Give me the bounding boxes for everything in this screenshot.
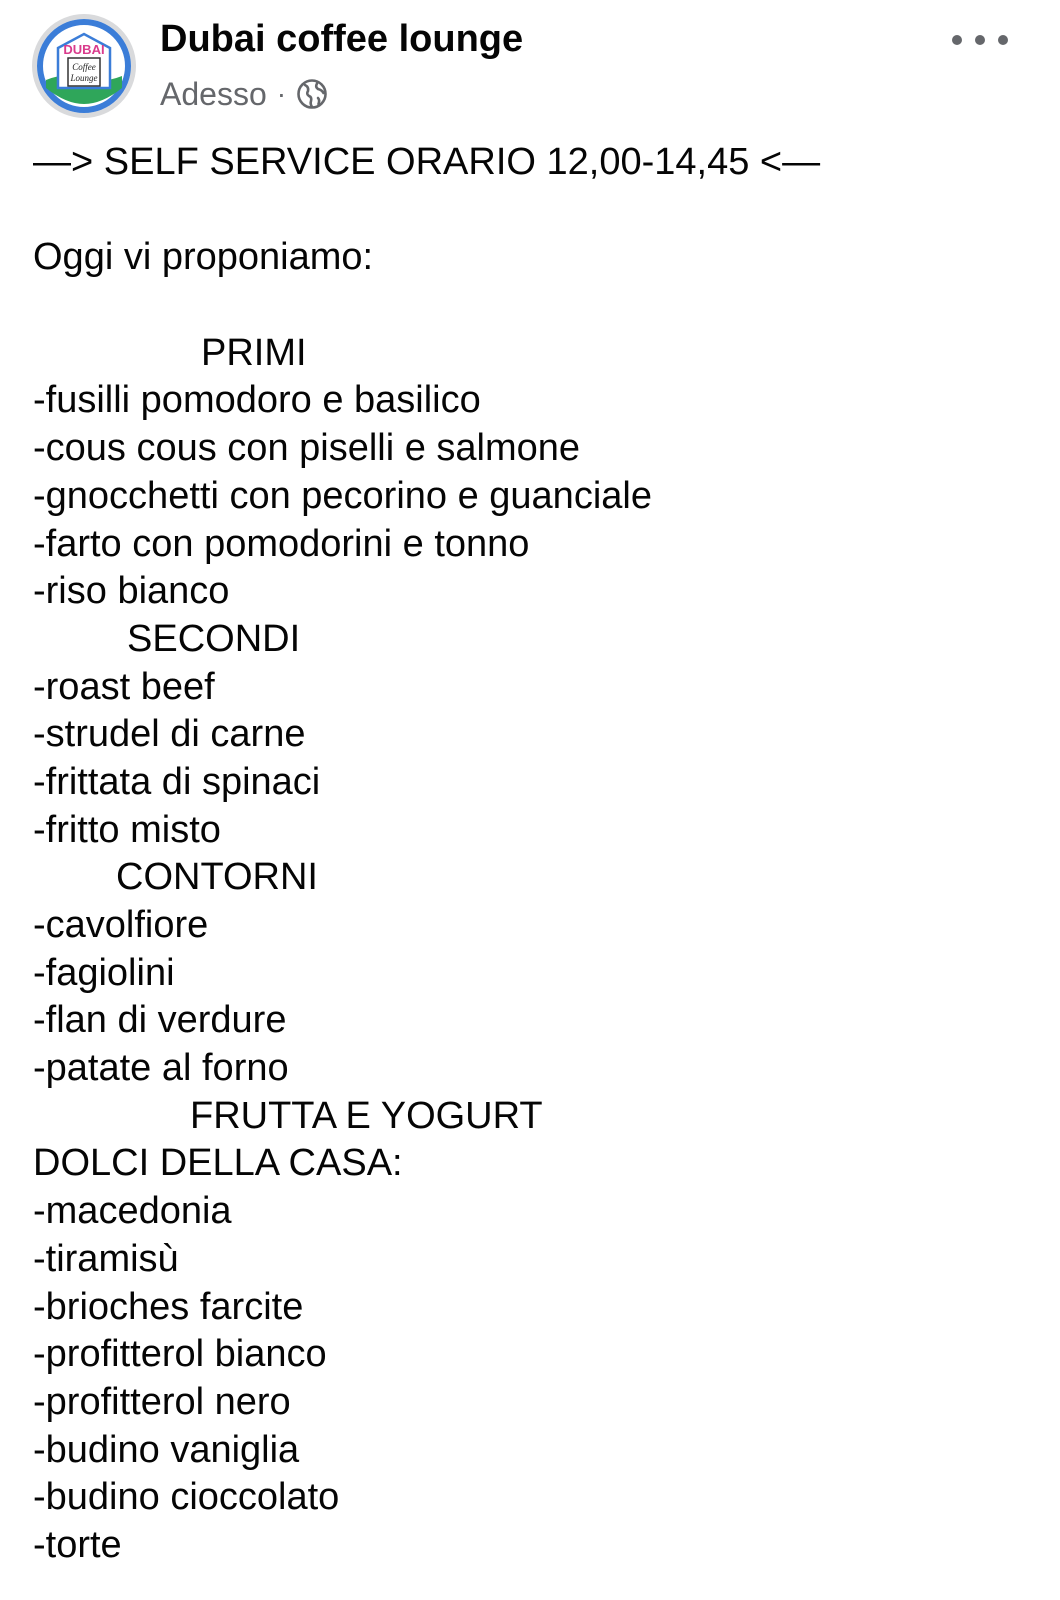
menu-item: -roast beef (33, 665, 215, 708)
menu-item: -fritto misto (33, 808, 221, 851)
post-header (0, 0, 1060, 130)
more-dot (998, 35, 1008, 45)
menu-item: -budino cioccolato (33, 1476, 340, 1519)
more-dot (952, 35, 962, 45)
globe-icon[interactable] (296, 78, 328, 110)
menu-item: -profitterol nero (33, 1380, 291, 1423)
menu-item: -flan di verdure (33, 999, 287, 1042)
menu-item: -macedonia (33, 1190, 232, 1233)
menu-section-heading: DOLCI DELLA CASA: (33, 1142, 403, 1185)
service-hours-line: —> SELF SERVICE ORARIO 12,00-14,45 <— (33, 141, 821, 183)
menu-section-heading: FRUTTA E YOGURT (190, 1094, 543, 1137)
menu-item: -fagiolini (33, 951, 175, 994)
menu-item: -budino vaniglia (33, 1428, 300, 1471)
post-text (33, 139, 1033, 1570)
menu-item: -farto con pomodorini e tonno (33, 522, 530, 565)
menu-item: -profitterol bianco (33, 1333, 327, 1376)
menu-item: -gnocchetti con pecorino e guanciale (33, 474, 652, 517)
menu-item: -cavolfiore (33, 904, 209, 946)
menu-item: -tiramisù (33, 1237, 179, 1280)
svg-text:Coffee: Coffee (72, 62, 96, 72)
logo-text-top: DUBAI (63, 42, 105, 57)
menu-item: -torte (33, 1523, 122, 1566)
intro-line: Oggi vi proponiamo: (33, 236, 374, 279)
menu-item: -fusilli pomodoro e basilico (33, 379, 481, 422)
page-avatar[interactable] (32, 14, 136, 118)
svg-text:Lounge: Lounge (70, 73, 98, 83)
page-name[interactable]: Dubai coffee lounge (160, 18, 524, 60)
menu-item: -patate al forno (33, 1047, 289, 1090)
post-meta (160, 74, 328, 114)
menu-section-heading: CONTORNI (116, 856, 318, 899)
menu-item: -brioches farcite (33, 1285, 304, 1328)
post-timestamp[interactable]: Adesso (160, 75, 267, 112)
dubai-coffee-lounge-logo (36, 18, 132, 114)
menu-item: -cous cous con piselli e salmone (33, 427, 581, 470)
meta-separator: · (276, 78, 287, 109)
more-dot (975, 35, 985, 45)
menu-item: -strudel di carne (33, 713, 306, 756)
menu-section-heading: PRIMI (201, 331, 307, 374)
menu-section-heading: SECONDI (127, 617, 301, 660)
menu-item: -riso bianco (33, 570, 230, 613)
blank-line (33, 282, 1033, 330)
more-options-icon[interactable] (952, 24, 1008, 56)
blank-line (33, 187, 1033, 235)
menu-item: -frittata di spinaci (33, 760, 321, 803)
